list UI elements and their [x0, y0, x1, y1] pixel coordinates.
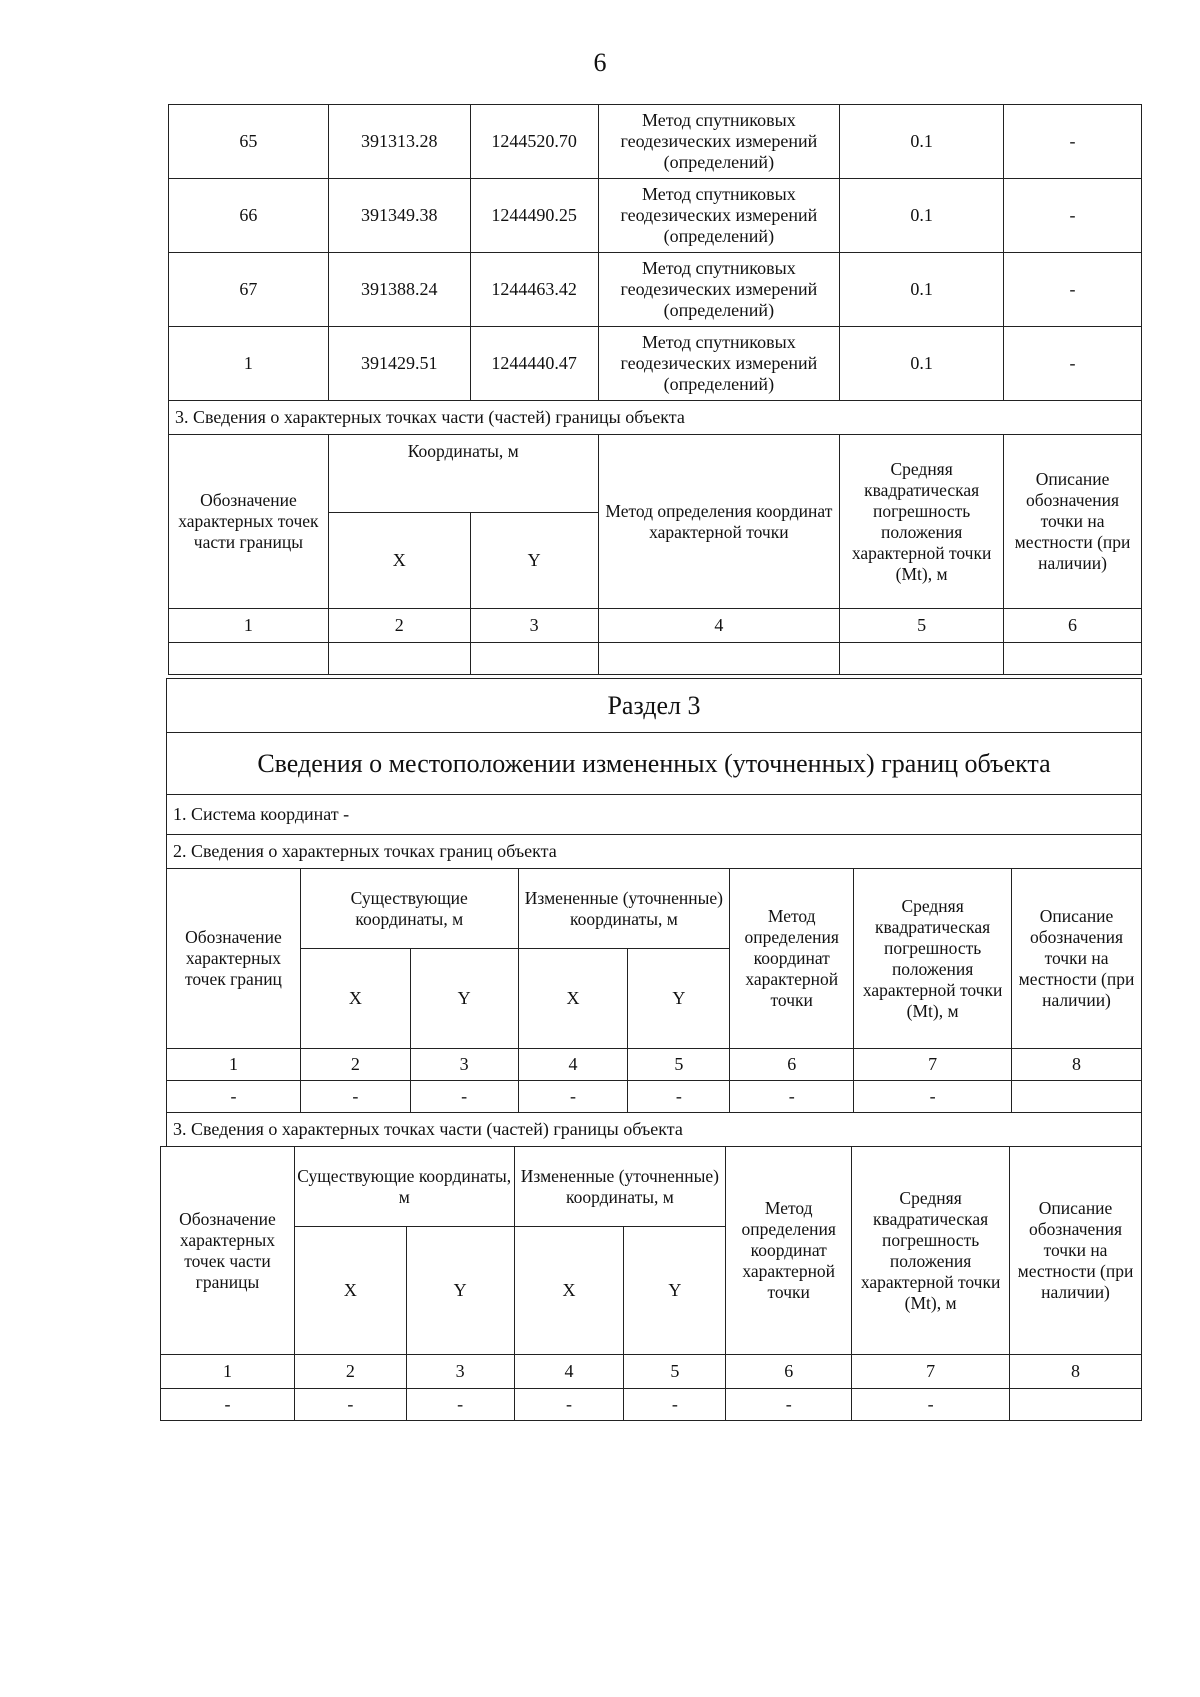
- method: Метод спутниковых геодезических измерений (определений): [598, 327, 840, 401]
- accuracy: 0.1: [840, 327, 1004, 401]
- col-number: 3: [410, 1049, 518, 1081]
- cell: -: [730, 1081, 854, 1113]
- col-number: 6: [730, 1049, 854, 1081]
- cell: -: [294, 1389, 406, 1421]
- accuracy: 0.1: [840, 179, 1004, 253]
- table-row: [169, 253, 1142, 327]
- cell: -: [300, 1081, 410, 1113]
- cell: -: [852, 1389, 1010, 1421]
- col-number: 2: [328, 609, 470, 643]
- header-description: Описание обозначения точки на местности (при наличии): [1004, 435, 1142, 609]
- table-row: [167, 1081, 1142, 1113]
- header-point: Обозначение характерных точек части границы: [169, 435, 329, 609]
- section-title: Раздел 3: [167, 679, 1142, 733]
- section-subtitle: Сведения о местоположении измененных (уточненных) границ объекта: [167, 733, 1142, 795]
- point-id: 67: [169, 253, 329, 327]
- col-number: 1: [167, 1049, 301, 1081]
- table-row: [169, 327, 1142, 401]
- header-accuracy: Средняя квадратическая погрешность положения характерной точки (Mt), м: [852, 1147, 1010, 1355]
- cell: -: [167, 1081, 301, 1113]
- header-x: X: [518, 949, 628, 1049]
- col-number: 6: [1004, 609, 1142, 643]
- column-numbers-row: [161, 1355, 1142, 1389]
- coord-y: 1244463.42: [470, 253, 598, 327]
- header-method: Метод определения координат характерной точки: [598, 435, 840, 609]
- header-point: Обозначение характерных точек границ: [167, 869, 301, 1049]
- col-number: 1: [169, 609, 329, 643]
- cell: -: [514, 1389, 624, 1421]
- description: -: [1004, 179, 1142, 253]
- header-existing-coords: Существующие координаты, м: [300, 869, 518, 949]
- page-number: 6: [593, 48, 607, 77]
- description: -: [1004, 253, 1142, 327]
- cell: -: [854, 1081, 1012, 1113]
- cell: [1012, 1081, 1142, 1113]
- col-number: 5: [840, 609, 1004, 643]
- header-y: Y: [470, 513, 598, 609]
- coord-y: 1244490.25: [470, 179, 598, 253]
- cell: [1010, 1389, 1142, 1421]
- col-number: 3: [406, 1355, 514, 1389]
- header-y: Y: [406, 1227, 514, 1355]
- col-number: 8: [1010, 1355, 1142, 1389]
- header-x: X: [294, 1227, 406, 1355]
- col-number: 5: [624, 1355, 726, 1389]
- col-number: 1: [161, 1355, 295, 1389]
- cell: -: [161, 1389, 295, 1421]
- table-row: [169, 179, 1142, 253]
- section-3-block: [166, 678, 1142, 869]
- header-method: Метод определения координат характерной точки: [730, 869, 854, 1049]
- col-number: 5: [628, 1049, 730, 1081]
- column-numbers-row: [169, 609, 1142, 643]
- description: -: [1004, 105, 1142, 179]
- col-number: 8: [1012, 1049, 1142, 1081]
- header-description: Описание обозначения точки на местности (при наличии): [1010, 1147, 1142, 1355]
- header-accuracy: Средняя квадратическая погрешность положения характерной точки (Mt), м: [840, 435, 1004, 609]
- coord-x: 391429.51: [328, 327, 470, 401]
- header-description: Описание обозначения точки на местности (при наличии): [1012, 869, 1142, 1049]
- description: -: [1004, 327, 1142, 401]
- col-number: 2: [300, 1049, 410, 1081]
- table-row: [169, 105, 1142, 179]
- table-row: [161, 1389, 1142, 1421]
- col-number: 4: [598, 609, 840, 643]
- header-x: X: [514, 1227, 624, 1355]
- section-heading: 3. Сведения о характерных точках части (частей) границы объекта: [169, 401, 1142, 435]
- coord-y: 1244440.47: [470, 327, 598, 401]
- col-number: 2: [294, 1355, 406, 1389]
- header-y: Y: [410, 949, 518, 1049]
- coord-y: 1244520.70: [470, 105, 598, 179]
- col-number: 4: [514, 1355, 624, 1389]
- cell: -: [628, 1081, 730, 1113]
- col-number: 7: [852, 1355, 1010, 1389]
- col-number: 4: [518, 1049, 628, 1081]
- cell: -: [624, 1389, 726, 1421]
- coord-x: 391349.38: [328, 179, 470, 253]
- boundary-points-table: [168, 104, 1142, 675]
- col-number: 7: [854, 1049, 1012, 1081]
- header-accuracy: Средняя квадратическая погрешность положения характерной точки (Mt), м: [854, 869, 1012, 1049]
- header-changed-coords: Измененные (уточненные) координаты, м: [518, 869, 730, 949]
- header-existing-coords: Существующие координаты, м: [294, 1147, 514, 1227]
- header-y: Y: [628, 949, 730, 1049]
- cell: -: [406, 1389, 514, 1421]
- header-method: Метод определения координат характерной точки: [726, 1147, 852, 1355]
- header-point: Обозначение характерных точек части границы: [161, 1147, 295, 1355]
- changed-boundary-points-table: [166, 868, 1142, 1147]
- point-id: 66: [169, 179, 329, 253]
- col-number: 6: [726, 1355, 852, 1389]
- point-id: 65: [169, 105, 329, 179]
- header-x: X: [328, 513, 470, 609]
- changed-part-points-table: [160, 1146, 1142, 1421]
- accuracy: 0.1: [840, 253, 1004, 327]
- method: Метод спутниковых геодезических измерений (определений): [598, 105, 840, 179]
- parts-heading: 3. Сведения о характерных точках части (частей) границы объекта: [167, 1113, 1142, 1147]
- empty-row: [169, 643, 1142, 675]
- column-numbers-row: [167, 1049, 1142, 1081]
- cell: -: [518, 1081, 628, 1113]
- header-y: Y: [624, 1227, 726, 1355]
- cell: -: [726, 1389, 852, 1421]
- coord-x: 391313.28: [328, 105, 470, 179]
- method: Метод спутниковых геодезических измерений (определений): [598, 253, 840, 327]
- point-id: 1: [169, 327, 329, 401]
- header-x: X: [300, 949, 410, 1049]
- header-coords: Координаты, м: [328, 435, 598, 513]
- col-number: 3: [470, 609, 598, 643]
- accuracy: 0.1: [840, 105, 1004, 179]
- cell: -: [410, 1081, 518, 1113]
- coordinate-system: 1. Система координат -: [167, 795, 1142, 835]
- coord-x: 391388.24: [328, 253, 470, 327]
- points-heading: 2. Сведения о характерных точках границ объекта: [167, 835, 1142, 869]
- method: Метод спутниковых геодезических измерений (определений): [598, 179, 840, 253]
- header-changed-coords: Измененные (уточненные) координаты, м: [514, 1147, 726, 1227]
